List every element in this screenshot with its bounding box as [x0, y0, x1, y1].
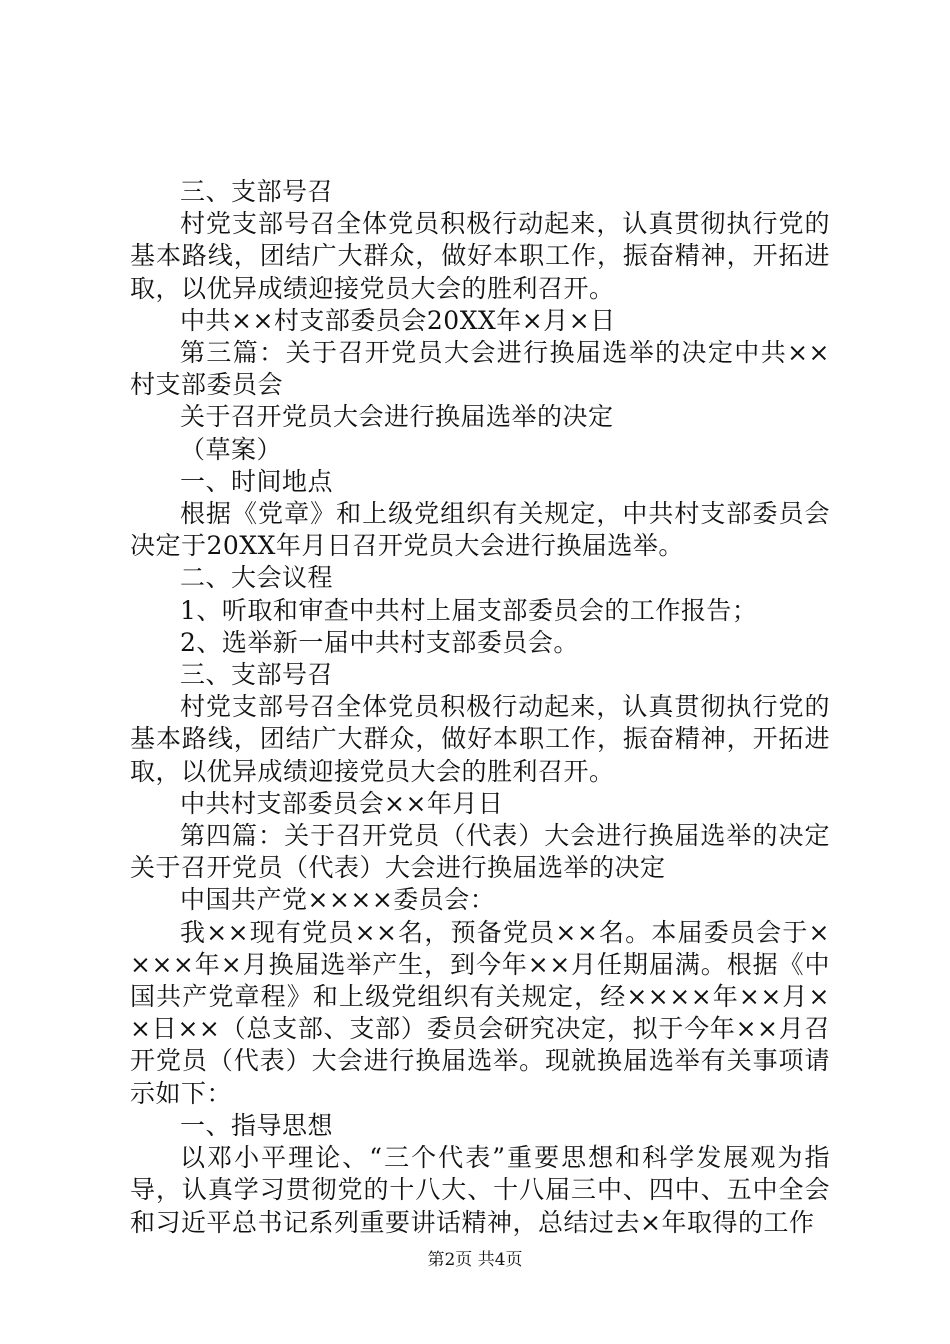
addressee: 中国共产党××××委员会：: [180, 885, 496, 915]
paragraph: 我××现有党员××名，预备党员××名。本届委员会于××××年×月换届选举产生，到今年××月任期届满。根据《中国共产党章程》和上级党组织有关规定，经××××年××月××日××（总支部、支部）委员会研究决定，拟于今年××月召开党员（代表）大会进行换届选举。现就换届选举有关事项请示如下：: [130, 917, 830, 1108]
signature-line: 中共村支部委员会××年月日: [180, 788, 504, 818]
chapter-title: 第四篇：关于召开党员（代表）大会进行换届选举的决定关于召开党员（代表）大会进行换届选举的决定: [130, 821, 830, 883]
section-heading: 三、支部号召: [180, 177, 334, 206]
chapter-title: 第三篇：关于召开党员大会进行换届选举的决定中共××村支部委员会: [130, 338, 830, 400]
paragraph: 以邓小平理论、“三个代表”重要思想和科学发展观为指导，认真学习贯彻党的十八大、十八届三中、四中、五中全会和习近平总书记系列重要讲话精神，总结过去×年取得的工作: [130, 1143, 830, 1237]
paragraph: 根据《党章》和上级党组织有关规定，中共村支部委员会决定于20XX年月日召开党员大会进行换届选举。: [130, 499, 830, 561]
paragraph: 村党支部号召全体党员积极行动起来，认真贯彻执行党的基本路线，团结广大群众，做好本职工作，振奋精神，开拓进取，以优异成绩迎接党员大会的胜利召开。: [130, 209, 830, 303]
agenda-item: 1、听取和审查中共村上届支部委员会的工作报告；: [180, 595, 758, 625]
document-title: 关于召开党员大会进行换届选举的决定: [180, 402, 614, 432]
section-heading: 二、大会议程: [180, 563, 334, 593]
page-number-footer: 第2页 共4页: [427, 1250, 523, 1270]
section-heading: 三、支部号召: [180, 660, 334, 690]
section-heading: 一、指导思想: [180, 1110, 334, 1140]
document-body: [130, 176, 830, 1239]
paragraph: 村党支部号召全体党员积极行动起来，认真贯彻执行党的基本路线，团结广大群众，做好本职工作，振奋精神，开拓进取，以优异成绩迎接党员大会的胜利召开。: [130, 692, 830, 786]
section-heading: 一、时间地点: [180, 466, 334, 496]
signature-line: 中共××村支部委员会20XX年×月×日: [180, 305, 616, 335]
agenda-item: 2、选举新一届中共村支部委员会。: [180, 627, 579, 657]
draft-label: （草案）: [180, 434, 283, 464]
